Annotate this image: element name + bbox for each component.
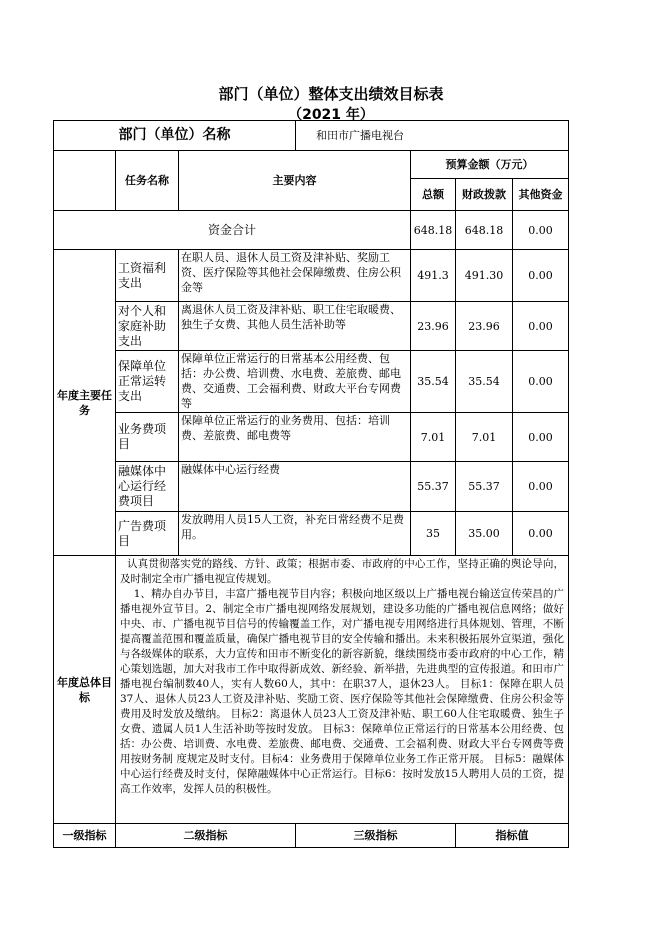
task-content: 在职人员、退休人员工资及津补贴、奖励工资、医疗保险等其他社会保障缴费、住房公积金等 (179, 250, 411, 302)
table-row (54, 351, 569, 413)
task-other: 0.00 (513, 351, 569, 413)
table-row (54, 302, 569, 351)
table-row (54, 413, 569, 462)
total-header: 总额 (411, 179, 456, 211)
annual-tasks-label: 年度主要任务 (54, 250, 116, 556)
task-total: 35.54 (411, 351, 456, 413)
indicator-level3-header: 三级指标 (296, 824, 456, 848)
task-name: 对个人和家庭补助支出 (116, 302, 179, 351)
task-content: 融媒体中心运行经费 (179, 462, 411, 512)
task-name: 广告费项目 (116, 512, 179, 556)
task-other: 0.00 (513, 462, 569, 512)
overall-goal-label: 年度总体目标 (54, 556, 116, 824)
task-fiscal: 7.01 (456, 413, 513, 462)
task-fiscal: 491.30 (456, 250, 513, 302)
table-row (54, 250, 569, 302)
budget-header: 预算金额（万元） (411, 151, 569, 179)
task-content: 发放聘用人员15人工资，补充日常经费不足费用。 (179, 512, 411, 556)
blank-cell (54, 151, 116, 211)
task-other: 0.00 (513, 250, 569, 302)
task-total: 7.01 (411, 413, 456, 462)
task-content: 保障单位正常运行的业务费用、包括：培训费、差旅费、邮电费等 (179, 413, 411, 462)
other-header: 其他资金 (513, 179, 569, 211)
task-total: 491.3 (411, 250, 456, 302)
page-title: 部门（单位）整体支出绩效目标表 (218, 85, 444, 103)
task-name: 保障单位正常运转支出 (116, 351, 179, 413)
task-total: 23.96 (411, 302, 456, 351)
task-fiscal: 23.96 (456, 302, 513, 351)
year-label: （2021 年） (288, 107, 374, 123)
performance-table (53, 120, 569, 848)
task-name-header: 任务名称 (116, 151, 179, 211)
task-other: 0.00 (513, 413, 569, 462)
indicator-value-header: 指标值 (456, 824, 569, 848)
task-name: 工资福利支出 (116, 250, 179, 302)
task-total: 55.37 (411, 462, 456, 512)
task-other: 0.00 (513, 512, 569, 556)
table-row (54, 512, 569, 556)
table-row (54, 462, 569, 512)
task-fiscal: 35.54 (456, 351, 513, 413)
unit-name-label: 部门（单位）名称 (54, 121, 296, 151)
task-name: 融媒体中心运行经费项目 (116, 462, 179, 512)
fund-total-fiscal: 648.18 (456, 211, 513, 250)
task-other: 0.00 (513, 302, 569, 351)
task-fiscal: 35.00 (456, 512, 513, 556)
indicator-level2-header: 二级指标 (116, 824, 296, 848)
fund-total-label: 资金合计 (54, 211, 411, 250)
task-content: 离退休人员工资及津补贴、职工住宅取暖费、独生子女费、其他人员生活补助等 (179, 302, 411, 351)
task-total: 35 (411, 512, 456, 556)
fund-total-total: 648.18 (411, 211, 456, 250)
task-content: 保障单位正常运行的日常基本公用经费、包括：办公费、培训费、水电费、差旅费、邮电费、交通费、工会福利费、财政大平台专网费等 (179, 351, 411, 413)
unit-name-value: 和田市广播电视台 (296, 121, 569, 151)
fiscal-header: 财政拨款 (456, 179, 513, 211)
main-content-header: 主要内容 (179, 151, 411, 211)
task-name: 业务费项目 (116, 413, 179, 462)
indicator-level1-header: 一级指标 (54, 824, 116, 848)
task-fiscal: 55.37 (456, 462, 513, 512)
fund-total-other: 0.00 (513, 211, 569, 250)
overall-goal-text: 认真贯彻落实党的路线、方针、政策；根据市委、市政府的中心工作，坚持正确的舆论导向，及时制定全市广播电视宣传规划。 1、精办自办节目，丰富广播电视节目内容；积极向地区级以上广播电视台输送宣传荣昌的广播电视外宣节目。2、制定全市广播电视网络发展规划，建设多功能的广播电视信息网络；做好中央、市、广播电视节目信号的传输覆盖工作，对广播电视专用网络进行具体规划、管理，不断提高覆盖范围和覆盖质量，确保广播电视节目的安全传输和播出。未来积极拓展外宣渠道，强化与各级媒体的联系，大力宣传和田市不断变化的新容新貌，继续围绕市委市政府的中心工作，精心策划选题，加大对我市工作中取得新成效、新经验、新举措，先进典型的宣传报道。和田市广播电视台编制数40人，实有人数60人，其中：在职37人，退休23人。 目标1：保障在职人员37人、退休人员23人工资及津补贴、奖励工资、医疗保险等其他社会保障缴费、住房公积金等费用及时发放及缴纳。 目标2：离退休人员23人工资及津补贴、职工60人住宅取暖费、独生子女费、遗属人员1人生活补助等按时发放。 目标3：保障单位正常运行的日常基本公用经费、包括：办公费、培训费、水电费、差旅费、邮电费、交通费、工会福利费、财政大平台专网费等费用按财务制 度规定及时支付。目标4：业务费用于保障单位业务工作正常开展。 目标5：融媒体中心运行经费及时支付，保障融媒体中心正常运行。目标6：按时发放15人聘用人员的工资，提高工作效率，发挥人员的积极性。 (116, 556, 569, 824)
